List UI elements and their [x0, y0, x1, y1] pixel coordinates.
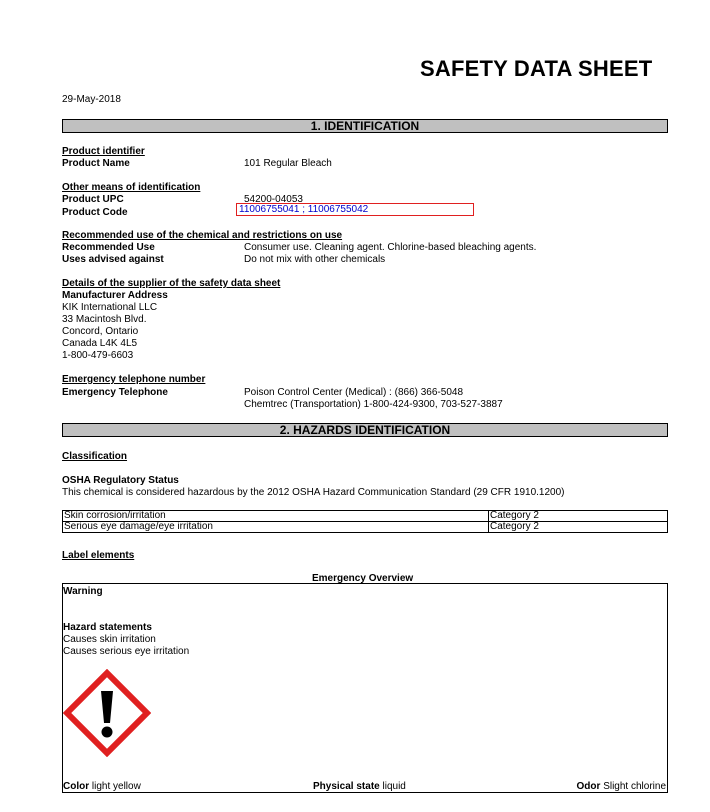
- color-label: Color: [63, 781, 90, 792]
- odor-value: Slight chlorine: [603, 781, 666, 792]
- manufacturer-address-label: Manufacturer Address: [62, 290, 168, 301]
- address-line: Canada L4K 4L5: [62, 338, 138, 349]
- hazard-statement: Causes skin irritation: [63, 634, 156, 645]
- hazard-category-cell: Category 2: [489, 511, 668, 522]
- table-row: [63, 511, 668, 522]
- address-line: 33 Macintosh Blvd.: [62, 314, 147, 325]
- table-row: [63, 522, 668, 533]
- osha-status-heading: OSHA Regulatory Status: [62, 475, 179, 486]
- color-value: light yellow: [91, 781, 141, 792]
- uses-against-label: Uses advised against: [62, 254, 164, 265]
- physical-state-field: [313, 781, 406, 792]
- emergency-overview-title: Emergency Overview: [312, 573, 414, 584]
- label-elements-heading: Label elements: [62, 550, 135, 561]
- emergency-telephone-line-2: Chemtrec (Transportation) 1-800-424-9300, 703-527-3887: [244, 399, 503, 410]
- uses-against-value: Do not mix with other chemicals: [244, 254, 386, 265]
- product-name-value: 101 Regular Bleach: [244, 158, 332, 169]
- hazard-statement: Causes serious eye irritation: [63, 646, 190, 657]
- address-line: 1-800-479-6603: [62, 350, 134, 361]
- classification-table: [62, 510, 668, 533]
- section-2-header: 2. HAZARDS IDENTIFICATION: [62, 423, 668, 437]
- color-field: [63, 781, 141, 792]
- physical-state-value: liquid: [382, 781, 406, 792]
- product-identifier-heading: Product identifier: [62, 146, 145, 157]
- section-1-header: 1. IDENTIFICATION: [62, 119, 668, 133]
- hazard-statements-heading: Hazard statements: [63, 622, 152, 633]
- document-date: 29-May-2018: [62, 94, 121, 105]
- recommended-use-label: Recommended Use: [62, 242, 155, 253]
- product-name-label: Product Name: [62, 158, 130, 169]
- emergency-telephone-line-1: Poison Control Center (Medical) : (866) 366-5048: [244, 387, 463, 398]
- recommended-use-value: Consumer use. Cleaning agent. Chlorine-based bleaching agents.: [244, 242, 537, 253]
- emergency-telephone-label: Emergency Telephone: [62, 387, 168, 398]
- product-code-label: Product Code: [62, 207, 128, 218]
- hazard-class-cell: Skin corrosion/irritation: [63, 511, 489, 522]
- product-upc-value: 54200-04053: [244, 194, 303, 205]
- odor-label: Odor: [576, 781, 601, 792]
- product-code-value[interactable]: 11006755041 ; 11006755042: [236, 203, 474, 216]
- emergency-overview-box: [62, 583, 668, 793]
- hazard-category-cell: Category 2: [489, 522, 668, 533]
- emergency-heading: Emergency telephone number: [62, 374, 206, 385]
- other-means-heading: Other means of identification: [62, 182, 201, 193]
- exclamation-mark-pictogram-icon: [63, 669, 151, 757]
- document-title: SAFETY DATA SHEET: [420, 56, 653, 81]
- signal-word: Warning: [63, 586, 103, 597]
- product-upc-label: Product UPC: [62, 194, 124, 205]
- hazard-class-cell: Serious eye damage/eye irritation: [63, 522, 489, 533]
- supplier-heading: Details of the supplier of the safety data sheet: [62, 278, 281, 289]
- odor-field: [577, 781, 666, 792]
- classification-heading: Classification: [62, 451, 128, 462]
- address-line: Concord, Ontario: [62, 326, 139, 337]
- osha-status-text: This chemical is considered hazardous by the 2012 OSHA Hazard Communication Standard (29 CFR 1910.1200): [62, 487, 565, 498]
- recommended-use-heading: Recommended use of the chemical and restrictions on use: [62, 230, 343, 241]
- physical-state-label: Physical state: [313, 781, 380, 792]
- address-line: KIK International LLC: [62, 302, 158, 313]
